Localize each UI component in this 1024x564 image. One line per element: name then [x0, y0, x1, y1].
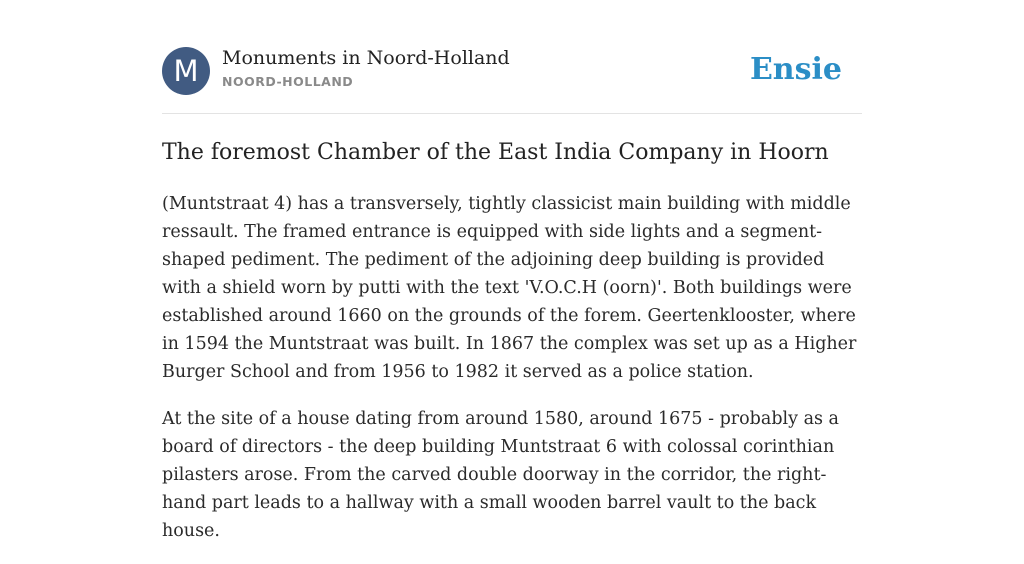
site-avatar[interactable]: M	[162, 47, 210, 95]
site-subtitle: NOORD-HOLLAND	[222, 74, 354, 89]
site-title-link[interactable]: Monuments in Noord-Holland	[222, 47, 510, 69]
ensie-logo-link[interactable]: Ensie	[749, 52, 842, 87]
article-paragraph-1: (Muntstraat 4) has a transversely, tightly classicist main building with middle ressault. The framed entrance is equipped with side lights and a segment-shaped pediment. The pediment of the adjoining deep building is provided with a shield worn by putti with the text 'V.O.C.H (oorn)'. Both buildings were established around 1660 on the grounds of the forem. Geertenklooster, where in 1594 the Muntstraat was built. In 1867 the complex was set up as a Higher Burger School and from 1956 to 1982 it served as a police station.	[162, 194, 857, 382]
header-divider	[162, 113, 862, 114]
article-body	[162, 190, 867, 564]
article-paragraph-2: At the site of a house dating from around 1580, around 1675 - probably as a board of directors - the deep building Muntstraat 6 with colossal corinthian pilasters arose. From the carved double doorway in the corridor, the right-hand part leads to a hallway with a small wooden barrel vault to the back house.	[162, 409, 839, 541]
article-title: The foremost Chamber of the East India Company in Hoorn	[162, 140, 829, 165]
site-header	[162, 46, 862, 96]
